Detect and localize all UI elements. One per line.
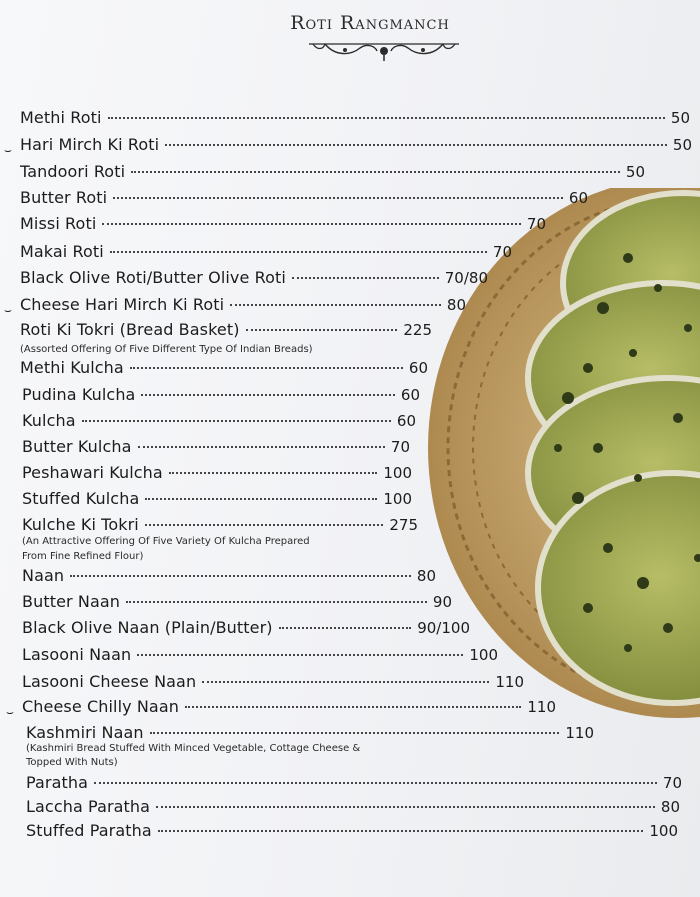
dot-leader bbox=[246, 329, 398, 331]
item-name: Paratha bbox=[26, 773, 89, 792]
item-price: 60 bbox=[400, 386, 420, 404]
dot-leader bbox=[169, 472, 378, 474]
menu-item bbox=[22, 566, 436, 590]
item-name: Missi Roti bbox=[20, 214, 97, 233]
item-price: 90 bbox=[432, 593, 452, 611]
item-name: Butter Naan bbox=[22, 592, 120, 611]
item-name: Stuffed Kulcha bbox=[22, 489, 140, 508]
menu-item bbox=[26, 821, 678, 845]
menu-item bbox=[22, 672, 524, 696]
item-name: Roti Ki Tokri (Bread Basket) bbox=[20, 320, 240, 339]
tick-mark-icon: ⌣ bbox=[4, 143, 12, 157]
dot-leader bbox=[145, 498, 377, 500]
item-name: Cheese Chilly Naan bbox=[22, 697, 179, 716]
item-name: Kulcha bbox=[22, 411, 76, 430]
menu-item bbox=[26, 773, 682, 797]
tick-mark-icon: ⌣ bbox=[4, 303, 12, 317]
page-title: Roti Rangmanch bbox=[290, 12, 450, 34]
menu-item bbox=[20, 242, 512, 266]
dot-leader bbox=[145, 524, 384, 526]
item-price: 60 bbox=[396, 412, 416, 430]
dot-leader bbox=[131, 171, 620, 173]
item-name: Kulche Ki Tokri bbox=[22, 515, 139, 534]
menu-item bbox=[20, 188, 588, 212]
menu-item bbox=[22, 437, 410, 461]
menu-item bbox=[22, 697, 556, 721]
dot-leader bbox=[70, 575, 411, 577]
menu-item bbox=[20, 295, 466, 319]
menu-item bbox=[26, 797, 680, 821]
dot-leader bbox=[126, 601, 427, 603]
item-name: Peshawari Kulcha bbox=[22, 463, 163, 482]
item-description: (An Attractive Offering Of Five Variety Of Kulcha Prepared bbox=[22, 536, 310, 547]
item-price: 70 bbox=[390, 438, 410, 456]
dot-leader bbox=[137, 654, 463, 656]
item-name: Tandoori Roti bbox=[20, 162, 126, 181]
dot-leader bbox=[108, 117, 665, 119]
item-price: 225 bbox=[403, 321, 432, 339]
menu-item bbox=[22, 645, 498, 669]
item-price: 70 bbox=[662, 774, 682, 792]
item-price: 80 bbox=[446, 296, 466, 314]
item-price: 80 bbox=[416, 567, 436, 585]
item-price: 70 bbox=[526, 215, 546, 233]
dot-leader bbox=[102, 223, 521, 225]
menu-item bbox=[20, 162, 645, 186]
item-name: Cheese Hari Mirch Ki Roti bbox=[20, 295, 225, 314]
dot-leader bbox=[158, 830, 644, 832]
item-name: Laccha Paratha bbox=[26, 797, 151, 816]
item-price: 110 bbox=[527, 698, 556, 716]
item-name: Pudina Kulcha bbox=[22, 385, 136, 404]
menu-item bbox=[22, 618, 470, 642]
item-name: Black Olive Roti/Butter Olive Roti bbox=[20, 268, 286, 287]
item-price: 100 bbox=[383, 464, 412, 482]
tick-mark-icon: ⌣ bbox=[6, 705, 14, 719]
item-name: Lasooni Cheese Naan bbox=[22, 672, 197, 691]
menu-item bbox=[20, 108, 690, 132]
item-name: Makai Roti bbox=[20, 242, 104, 261]
item-price: 100 bbox=[649, 822, 678, 840]
dot-leader bbox=[185, 706, 521, 708]
item-name: Naan bbox=[22, 566, 65, 585]
dot-leader bbox=[150, 732, 560, 734]
item-name: Butter Kulcha bbox=[22, 437, 132, 456]
menu-item bbox=[20, 214, 546, 238]
item-name: Methi Roti bbox=[20, 108, 102, 127]
item-price: 90/100 bbox=[417, 619, 470, 637]
menu-item bbox=[20, 135, 692, 159]
dot-leader bbox=[113, 197, 563, 199]
dot-leader bbox=[156, 806, 655, 808]
dot-leader bbox=[202, 681, 489, 683]
menu-item bbox=[22, 385, 420, 409]
item-price: 110 bbox=[495, 673, 524, 691]
item-price: 100 bbox=[469, 646, 498, 664]
item-price: 100 bbox=[383, 490, 412, 508]
menu-item bbox=[22, 592, 452, 616]
item-description: (Assorted Offering Of Five Different Type Of Indian Breads) bbox=[20, 344, 313, 355]
dot-leader bbox=[292, 277, 439, 279]
dot-leader bbox=[94, 782, 657, 784]
dot-leader bbox=[130, 367, 403, 369]
item-price: 60 bbox=[408, 359, 428, 377]
item-price: 275 bbox=[389, 516, 418, 534]
item-price: 80 bbox=[660, 798, 680, 816]
item-description: From Fine Refined Flour) bbox=[22, 551, 144, 562]
item-description: (Kashmiri Bread Stuffed With Minced Vegetable, Cottage Cheese & bbox=[26, 743, 361, 754]
menu-item bbox=[20, 268, 488, 292]
item-price: 70 bbox=[492, 243, 512, 261]
item-price: 50 bbox=[670, 109, 690, 127]
item-price: 50 bbox=[672, 136, 692, 154]
item-name: Kashmiri Naan bbox=[26, 723, 144, 742]
item-price: 50 bbox=[625, 163, 645, 181]
menu-item bbox=[20, 320, 432, 344]
item-price: 70/80 bbox=[444, 269, 488, 287]
dot-leader bbox=[279, 627, 412, 629]
dot-leader bbox=[82, 420, 391, 422]
dot-leader bbox=[110, 251, 487, 253]
item-price: 110 bbox=[565, 724, 594, 742]
dot-leader bbox=[138, 446, 385, 448]
menu-item bbox=[22, 489, 412, 513]
dot-leader bbox=[230, 304, 441, 306]
menu-item bbox=[20, 358, 428, 382]
menu-item bbox=[22, 463, 412, 487]
dot-leader bbox=[165, 144, 667, 146]
item-description: Topped With Nuts) bbox=[26, 757, 118, 768]
item-name: Methi Kulcha bbox=[20, 358, 124, 377]
item-name: Hari Mirch Ki Roti bbox=[20, 135, 160, 154]
item-name: Butter Roti bbox=[20, 188, 108, 207]
item-name: Black Olive Naan (Plain/Butter) bbox=[22, 618, 273, 637]
dot-leader bbox=[141, 394, 394, 396]
item-name: Lasooni Naan bbox=[22, 645, 132, 664]
menu-item bbox=[22, 411, 416, 435]
item-name: Stuffed Paratha bbox=[26, 821, 152, 840]
item-price: 60 bbox=[568, 189, 588, 207]
